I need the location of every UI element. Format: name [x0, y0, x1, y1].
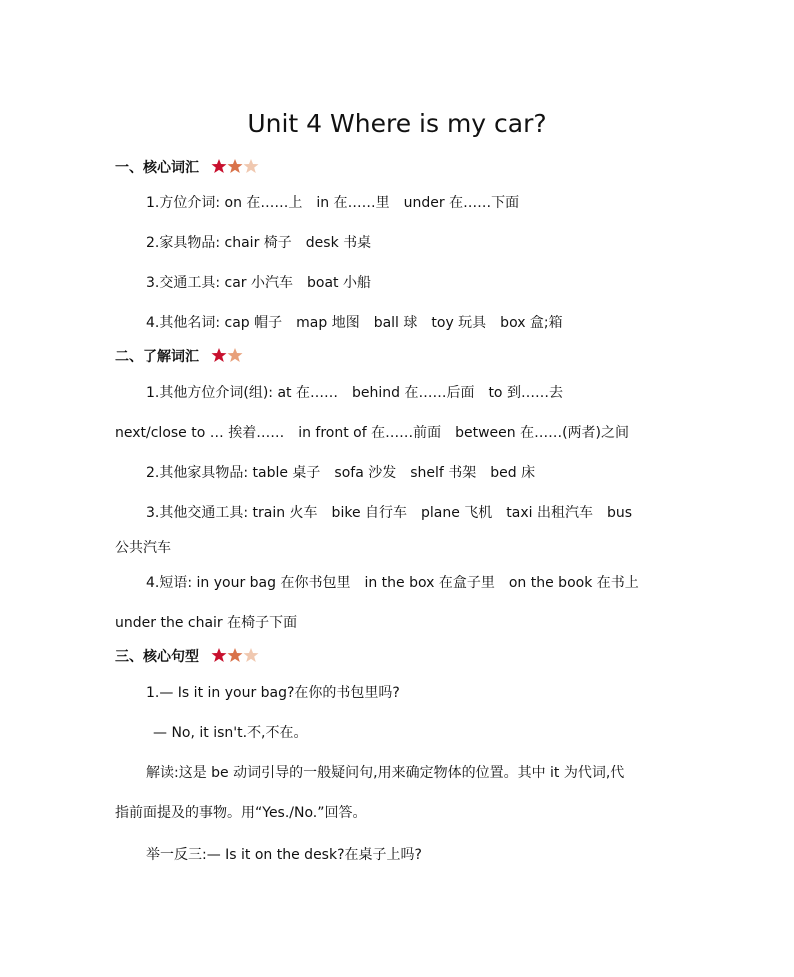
section-heading-core-vocabulary [115, 156, 261, 180]
star-icon [212, 648, 227, 662]
example-line: 举一反三:— Is it on the desk?在桌子上吗? [146, 847, 422, 863]
explanation-line: 解读:这是 be 动词引导的一般疑问句,用来确定物体的位置。其中 it 为代词,代 [146, 765, 625, 781]
star-icon [244, 159, 259, 173]
vocab-line: 3.其他交通工具: train 火车 bike 自行车 plane 飞机 taxi 出租汽车 bus [146, 505, 633, 521]
star-icon [228, 648, 243, 662]
vocab-line: 4.短语: in your bag 在你书包里 in the box 在盒子里 on the book 在书上 [146, 575, 639, 591]
page-title: Unit 4 Where is my car? [247, 109, 547, 138]
star-icon [212, 159, 227, 173]
section-heading-label: 二、了解词汇 [115, 349, 199, 365]
star-icon [228, 159, 243, 173]
explanation-line: 指前面提及的事物。用“Yes./No.”回答。 [115, 805, 367, 821]
rating-stars-icon [211, 647, 261, 663]
section-heading-label: 一、核心词汇 [115, 160, 199, 176]
vocab-line: 2.其他家具物品: table 桌子 sofa 沙发 shelf 书架 bed 床 [146, 465, 536, 481]
vocab-line: 2.家具物品: chair 椅子 desk 书桌 [146, 235, 372, 251]
star-icon [228, 348, 243, 362]
vocab-line: 4.其他名词: cap 帽子 map 地图 ball 球 toy 玩具 box 盒;箱 [146, 315, 563, 331]
rating-stars-icon [211, 158, 261, 174]
section-heading-extra-vocabulary [115, 345, 245, 369]
star-icon [244, 648, 259, 662]
star-icon [212, 348, 227, 362]
vocab-line: 公共汽车 [115, 540, 171, 556]
sentence-line: — No, it isn't.不,不在。 [153, 725, 308, 741]
vocab-line: under the chair 在椅子下面 [115, 615, 298, 631]
vocab-line: next/close to … 挨着…… in front of 在……前面 between 在……(两者)之间 [115, 425, 630, 441]
rating-stars-icon [211, 347, 245, 363]
vocab-line: 3.交通工具: car 小汽车 boat 小船 [146, 275, 371, 291]
vocab-line: 1.其他方位介词(组): at 在…… behind 在……后面 to 到……去 [146, 385, 563, 401]
vocab-line: 1.方位介词: on 在……上 in 在……里 under 在……下面 [146, 195, 520, 211]
sentence-line: 1.— Is it in your bag?在你的书包里吗? [146, 685, 400, 701]
section-heading-label: 三、核心句型 [115, 649, 199, 665]
section-heading-core-sentences [115, 645, 261, 669]
